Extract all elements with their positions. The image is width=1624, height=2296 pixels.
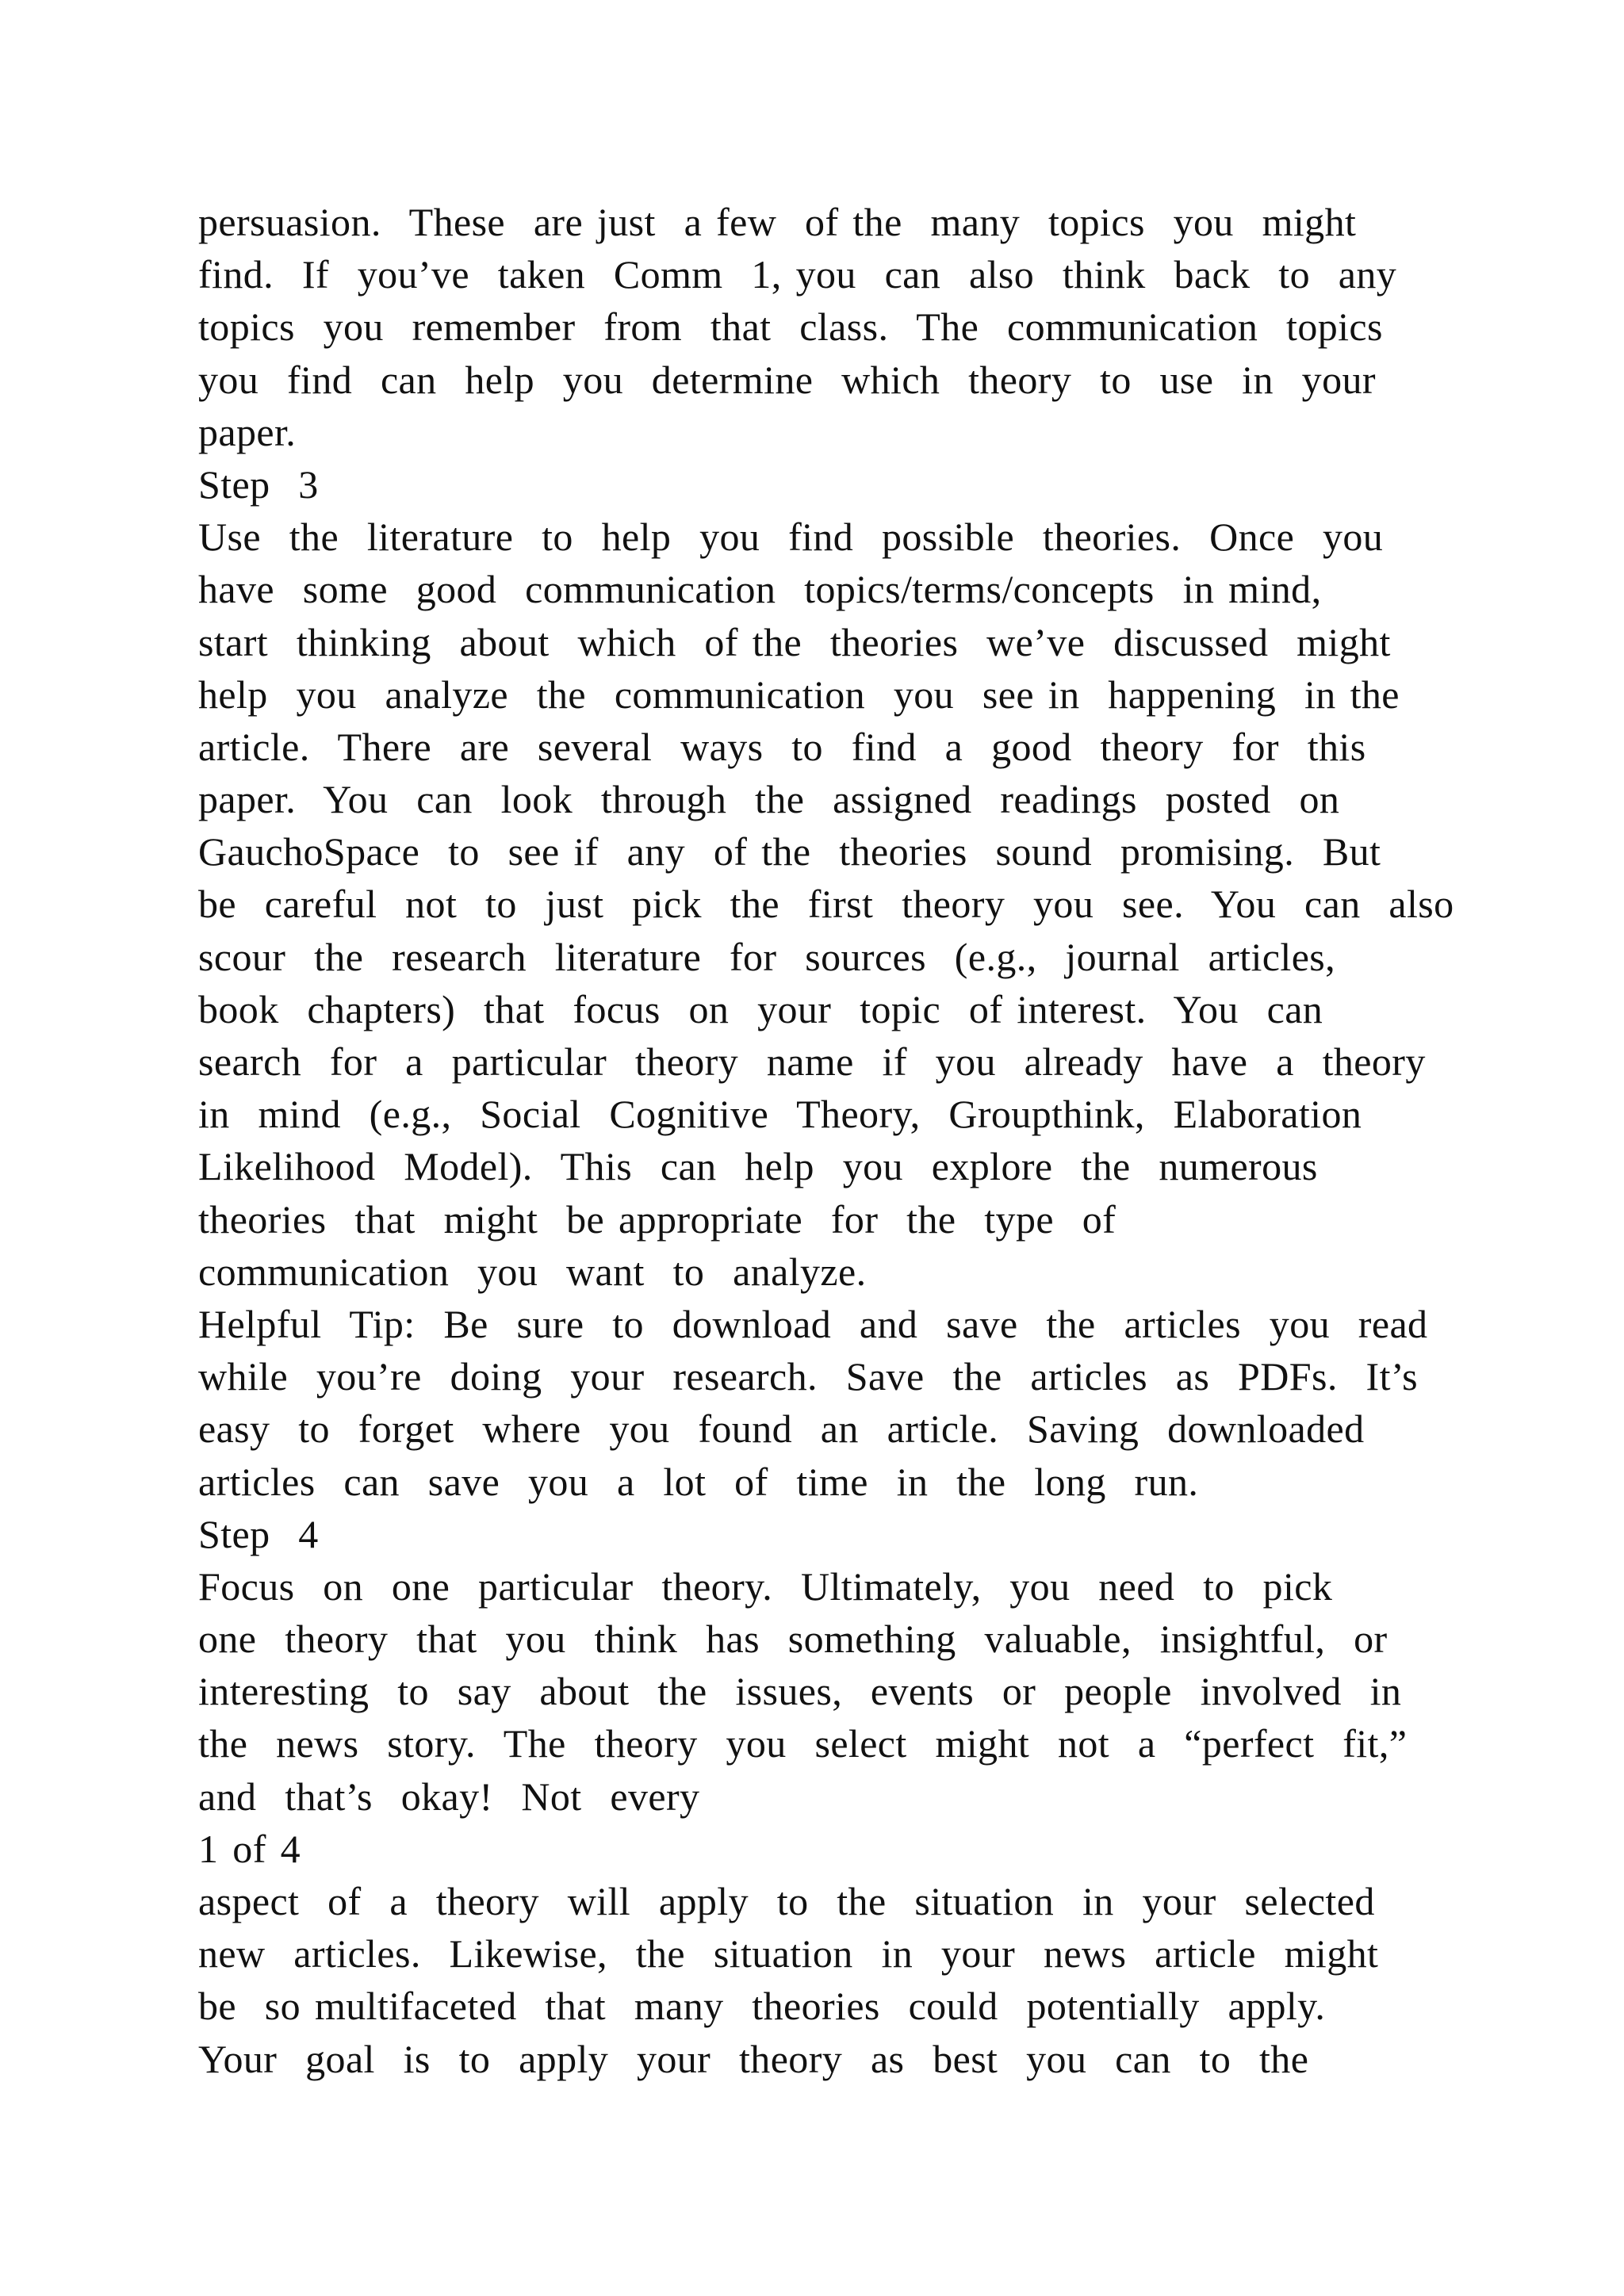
text-line: start thinking about which of the theories we’ve discussed might bbox=[198, 619, 1391, 664]
text-line: one theory that you think has something valuable, insightful, or bbox=[198, 1617, 1388, 1662]
text-line: communication you want to analyze. bbox=[198, 1249, 867, 1294]
text-line: book chapters) that focus on your topic of interest. You can bbox=[198, 986, 1323, 1031]
text-line: theories that might be appropriate for the type of bbox=[198, 1196, 1116, 1242]
helpful-tip-line: Helpful Tip: Be sure to download and save the articles you read bbox=[198, 1301, 1428, 1346]
text-line: articles can save you a lot of time in the long run. bbox=[198, 1459, 1199, 1504]
page-number: 1 of 4 bbox=[198, 1826, 301, 1871]
section-heading-step-4: Step 4 bbox=[198, 1511, 319, 1556]
text-line: you find can help you determine which theory to use in your bbox=[198, 357, 1376, 402]
text-line: find. If you’ve taken Comm 1, you can also think back to any bbox=[198, 252, 1397, 297]
text-line: paper. bbox=[198, 409, 297, 454]
text-line: help you analyze the communication you see in happening in the bbox=[198, 672, 1400, 717]
text-line: new articles. Likewise, the situation in your news article might bbox=[198, 1931, 1379, 1976]
document-text bbox=[198, 196, 1467, 2085]
text-line: while you’re doing your research. Save the articles as PDFs. It’s bbox=[198, 1354, 1419, 1399]
text-line: GauchoSpace to see if any of the theories sound promising. But bbox=[198, 829, 1381, 874]
text-line: interesting to say about the issues, events or people involved in bbox=[198, 1669, 1402, 1714]
text-line: Likelihood Model). This can help you explore the numerous bbox=[198, 1144, 1318, 1189]
text-line: Your goal is to apply your theory as best you can to the bbox=[198, 2036, 1309, 2081]
text-line: Use the literature to help you find possible theories. Once you bbox=[198, 515, 1384, 560]
text-line: persuasion. These are just a few of the many topics you might bbox=[198, 200, 1357, 244]
text-line: topics you remember from that class. The communication topics bbox=[198, 304, 1383, 350]
text-line: scour the research literature for sources (e.g., journal articles, bbox=[198, 934, 1336, 979]
text-line: aspect of a theory will apply to the situation in your selected bbox=[198, 1879, 1375, 1923]
text-line: Focus on one particular theory. Ultimately, you need to pick bbox=[198, 1563, 1333, 1609]
text-line: paper. You can look through the assigned readings posted on bbox=[198, 777, 1340, 822]
text-line: be so multifaceted that many theories could potentially apply. bbox=[198, 1984, 1326, 2029]
text-line: search for a particular theory name if you already have a theory bbox=[198, 1039, 1426, 1084]
text-line: have some good communication topics/terms/concepts in mind, bbox=[198, 567, 1322, 612]
text-line: article. There are several ways to find a good theory for this bbox=[198, 724, 1366, 769]
text-line: in mind (e.g., Social Cognitive Theory, Groupthink, Elaboration bbox=[198, 1092, 1362, 1137]
text-line: the news story. The theory you select might not a “perfect fit,” bbox=[198, 1721, 1408, 1766]
text-line: easy to forget where you found an article. Saving downloaded bbox=[198, 1406, 1365, 1452]
section-heading-step-3: Step 3 bbox=[198, 461, 319, 507]
text-line: be careful not to just pick the first theory you see. You can also bbox=[198, 882, 1454, 927]
text-line: and that’s okay! Not every bbox=[198, 1774, 700, 1819]
